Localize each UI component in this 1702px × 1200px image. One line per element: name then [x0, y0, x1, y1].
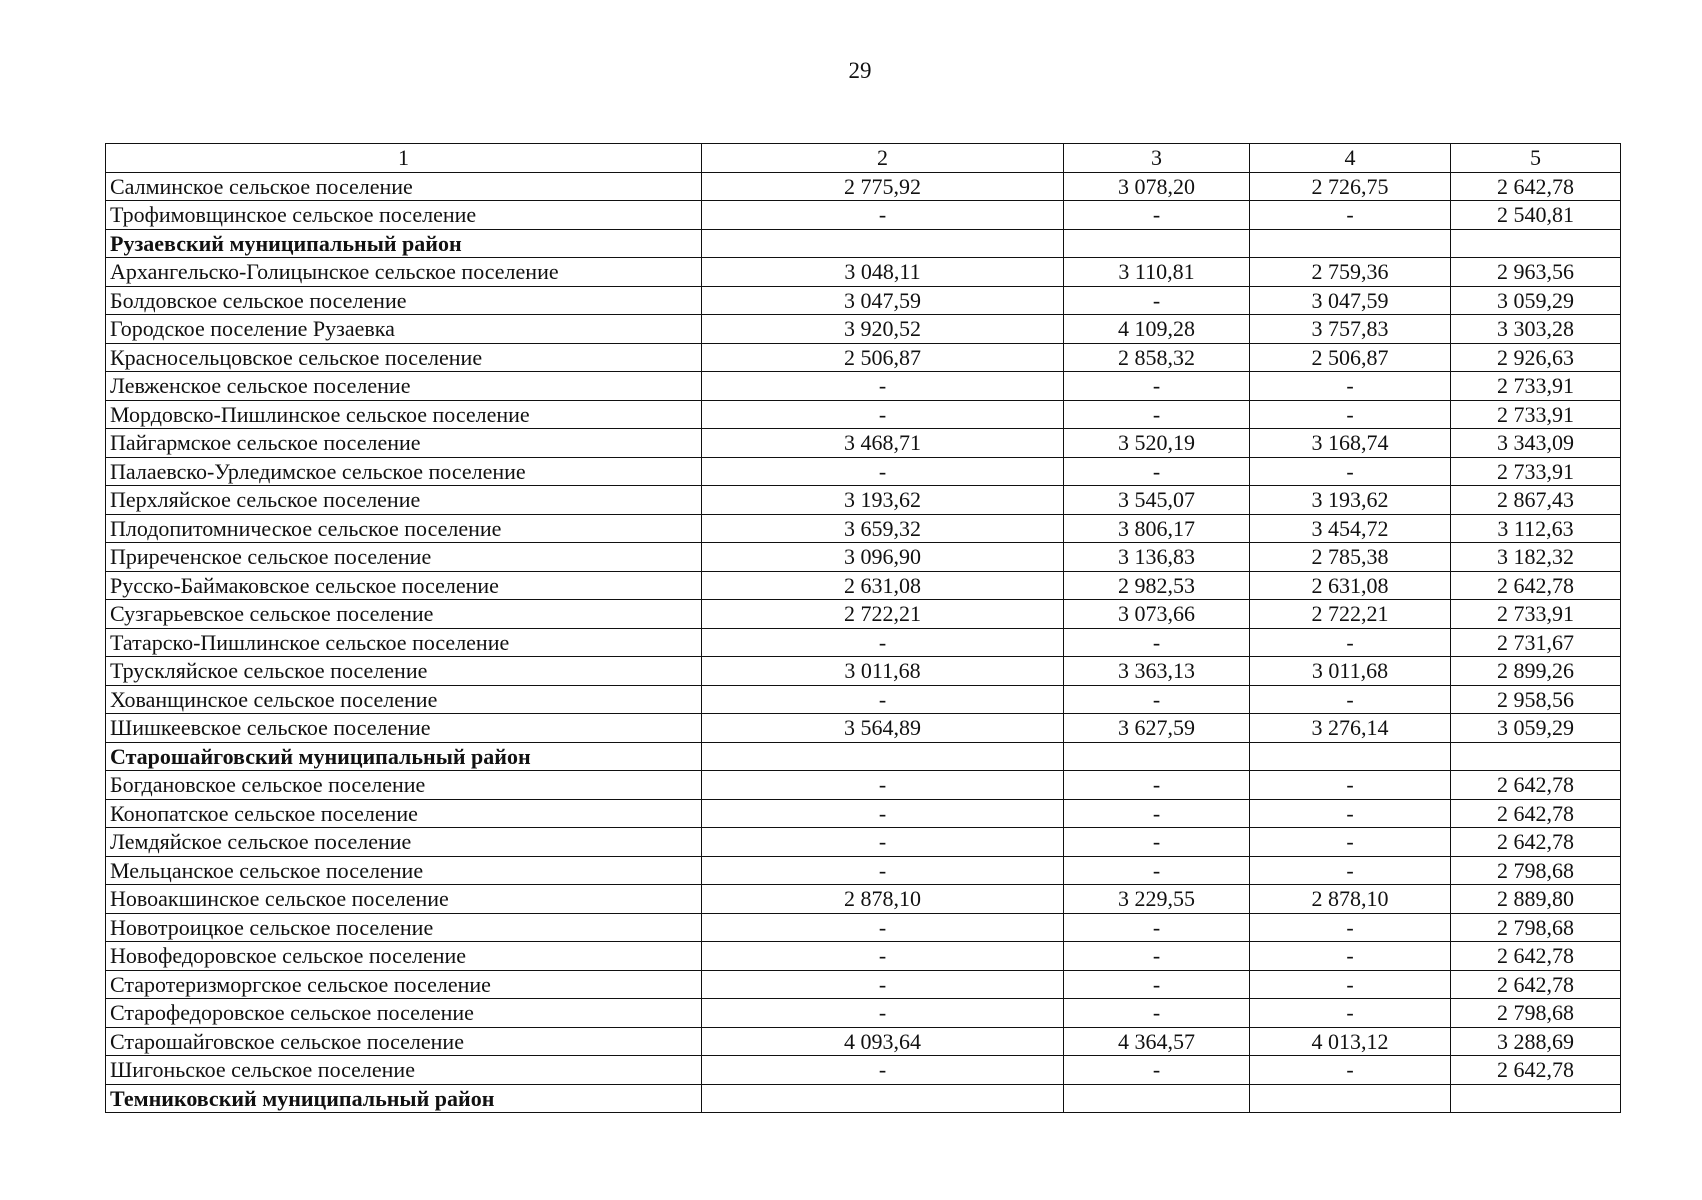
table-row: [106, 343, 1621, 372]
table-body: [106, 144, 1621, 1113]
table-row: [106, 771, 1621, 800]
value-cell-col3: 3 627,59: [1064, 714, 1250, 743]
value-cell-col4: 3 047,59: [1250, 286, 1451, 315]
value-cell-col3: -: [1064, 457, 1250, 486]
value-cell-col4: 2 878,10: [1250, 885, 1451, 914]
value-cell-col4: -: [1250, 942, 1451, 971]
settlement-name-cell: Новофедоровское сельское поселение: [106, 942, 702, 971]
table-row: [106, 201, 1621, 230]
table-row: [106, 1056, 1621, 1085]
settlement-name-cell: Трускляйское сельское поселение: [106, 657, 702, 686]
value-cell-col5: 3 343,09: [1451, 429, 1621, 458]
value-cell-col2: 2 631,08: [702, 571, 1064, 600]
value-cell-col3: -: [1064, 201, 1250, 230]
table-row: [106, 172, 1621, 201]
value-cell-col4: [1250, 742, 1451, 771]
value-cell-col4: -: [1250, 201, 1451, 230]
value-cell-col4: 2 631,08: [1250, 571, 1451, 600]
value-cell-col4: -: [1250, 457, 1451, 486]
settlement-name-cell: Русско-Баймаковское сельское поселение: [106, 571, 702, 600]
value-cell-col4: -: [1250, 685, 1451, 714]
value-cell-col4: -: [1250, 999, 1451, 1028]
value-cell-col2: -: [702, 400, 1064, 429]
table-row: [106, 543, 1621, 572]
value-cell-col2: -: [702, 828, 1064, 857]
table-row: [106, 429, 1621, 458]
value-cell-col3: -: [1064, 799, 1250, 828]
value-cell-col5: 2 642,78: [1451, 942, 1621, 971]
settlement-name-cell: Приреченское сельское поселение: [106, 543, 702, 572]
value-cell-col5: 2 642,78: [1451, 799, 1621, 828]
header-cell: 5: [1451, 144, 1621, 173]
value-cell-col5: 2 889,80: [1451, 885, 1621, 914]
table-row: [106, 372, 1621, 401]
value-cell-col4: 2 722,21: [1250, 600, 1451, 629]
value-cell-col5: 2 798,68: [1451, 999, 1621, 1028]
value-cell-col2: -: [702, 457, 1064, 486]
value-cell-col5: 2 733,91: [1451, 400, 1621, 429]
value-cell-col3: -: [1064, 771, 1250, 800]
value-cell-col3: -: [1064, 828, 1250, 857]
value-cell-col3: [1064, 229, 1250, 258]
settlement-name-cell: Татарско-Пишлинское сельское поселение: [106, 628, 702, 657]
value-cell-col2: -: [702, 771, 1064, 800]
value-cell-col4: [1250, 1084, 1451, 1113]
value-cell-col3: 3 520,19: [1064, 429, 1250, 458]
district-name-cell: Рузаевский муниципальный район: [106, 229, 702, 258]
table-row: [106, 628, 1621, 657]
value-cell-col4: -: [1250, 799, 1451, 828]
value-cell-col4: 2 506,87: [1250, 343, 1451, 372]
value-cell-col3: 3 078,20: [1064, 172, 1250, 201]
value-cell-col5: 2 642,78: [1451, 172, 1621, 201]
value-cell-col2: 2 775,92: [702, 172, 1064, 201]
settlement-name-cell: Мордовско-Пишлинское сельское поселение: [106, 400, 702, 429]
value-cell-col4: 3 276,14: [1250, 714, 1451, 743]
value-cell-col4: -: [1250, 372, 1451, 401]
district-header-row: [106, 1084, 1621, 1113]
value-cell-col3: -: [1064, 856, 1250, 885]
settlement-name-cell: Шишкеевское сельское поселение: [106, 714, 702, 743]
value-cell-col3: 2 858,32: [1064, 343, 1250, 372]
settlement-name-cell: Перхляйское сельское поселение: [106, 486, 702, 515]
table-row: [106, 657, 1621, 686]
value-cell-col4: 3 454,72: [1250, 514, 1451, 543]
table-row: [106, 315, 1621, 344]
value-cell-col4: -: [1250, 913, 1451, 942]
value-cell-col3: [1064, 1084, 1250, 1113]
settlement-name-cell: Старошайговское сельское поселение: [106, 1027, 702, 1056]
value-cell-col3: -: [1064, 913, 1250, 942]
value-cell-col2: 2 506,87: [702, 343, 1064, 372]
settlement-name-cell: Пайгармское сельское поселение: [106, 429, 702, 458]
value-cell-col5: [1451, 742, 1621, 771]
value-cell-col3: -: [1064, 286, 1250, 315]
settlement-name-cell: Трофимовщинское сельское поселение: [106, 201, 702, 230]
value-cell-col5: 2 926,63: [1451, 343, 1621, 372]
value-cell-col4: 2 726,75: [1250, 172, 1451, 201]
value-cell-col4: -: [1250, 1056, 1451, 1085]
table-row: [106, 286, 1621, 315]
value-cell-col3: 4 364,57: [1064, 1027, 1250, 1056]
table-row: [106, 999, 1621, 1028]
header-cell: 3: [1064, 144, 1250, 173]
settlement-name-cell: Лемдяйское сельское поселение: [106, 828, 702, 857]
value-cell-col4: -: [1250, 400, 1451, 429]
table-row: [106, 457, 1621, 486]
value-cell-col5: 2 642,78: [1451, 1056, 1621, 1085]
value-cell-col2: 3 920,52: [702, 315, 1064, 344]
value-cell-col4: 3 757,83: [1250, 315, 1451, 344]
district-name-cell: Темниковский муниципальный район: [106, 1084, 702, 1113]
value-cell-col3: 3 136,83: [1064, 543, 1250, 572]
value-cell-col5: 3 059,29: [1451, 714, 1621, 743]
value-cell-col2: 3 468,71: [702, 429, 1064, 458]
settlement-name-cell: Архангельско-Голицынское сельское поселение: [106, 258, 702, 287]
value-cell-col5: 3 303,28: [1451, 315, 1621, 344]
value-cell-col5: 2 642,78: [1451, 970, 1621, 999]
header-cell: 2: [702, 144, 1064, 173]
table-row: [106, 514, 1621, 543]
value-cell-col4: 3 168,74: [1250, 429, 1451, 458]
header-cell: 4: [1250, 144, 1451, 173]
settlement-name-cell: Левженское сельское поселение: [106, 372, 702, 401]
value-cell-col2: -: [702, 685, 1064, 714]
settlement-name-cell: Городское поселение Рузаевка: [106, 315, 702, 344]
page-number: 29: [848, 58, 872, 83]
header-cell: 1: [106, 144, 702, 173]
value-cell-col4: -: [1250, 628, 1451, 657]
value-cell-col5: 2 963,56: [1451, 258, 1621, 287]
value-cell-col5: 2 733,91: [1451, 457, 1621, 486]
value-cell-col2: -: [702, 1056, 1064, 1085]
table-row: [106, 685, 1621, 714]
value-cell-col5: 2 642,78: [1451, 771, 1621, 800]
value-cell-col4: 3 193,62: [1250, 486, 1451, 515]
value-cell-col2: [702, 742, 1064, 771]
value-cell-col5: 2 867,43: [1451, 486, 1621, 515]
data-table: [105, 143, 1621, 1113]
value-cell-col3: -: [1064, 400, 1250, 429]
table-row: [106, 942, 1621, 971]
value-cell-col5: 2 899,26: [1451, 657, 1621, 686]
value-cell-col5: 2 733,91: [1451, 372, 1621, 401]
table-row: [106, 400, 1621, 429]
value-cell-col2: -: [702, 372, 1064, 401]
value-cell-col5: 3 112,63: [1451, 514, 1621, 543]
value-cell-col4: 2 785,38: [1250, 543, 1451, 572]
table-row: [106, 828, 1621, 857]
value-cell-col2: 3 193,62: [702, 486, 1064, 515]
value-cell-col4: -: [1250, 828, 1451, 857]
table-row: [106, 799, 1621, 828]
value-cell-col5: 3 288,69: [1451, 1027, 1621, 1056]
district-header-row: [106, 229, 1621, 258]
value-cell-col3: -: [1064, 942, 1250, 971]
table-row: [106, 1027, 1621, 1056]
value-cell-col3: -: [1064, 970, 1250, 999]
value-cell-col4: [1250, 229, 1451, 258]
table-row: [106, 571, 1621, 600]
value-cell-col3: 3 229,55: [1064, 885, 1250, 914]
value-cell-col3: -: [1064, 1056, 1250, 1085]
value-cell-col4: -: [1250, 856, 1451, 885]
value-cell-col2: -: [702, 999, 1064, 1028]
table-row: [106, 258, 1621, 287]
settlement-name-cell: Болдовское сельское поселение: [106, 286, 702, 315]
table-row: [106, 714, 1621, 743]
value-cell-col5: 2 733,91: [1451, 600, 1621, 629]
value-cell-col2: -: [702, 913, 1064, 942]
table-row: [106, 856, 1621, 885]
value-cell-col2: -: [702, 201, 1064, 230]
value-cell-col3: -: [1064, 685, 1250, 714]
value-cell-col5: [1451, 229, 1621, 258]
value-cell-col5: 2 798,68: [1451, 856, 1621, 885]
value-cell-col3: [1064, 742, 1250, 771]
settlement-name-cell: Сузгарьевское сельское поселение: [106, 600, 702, 629]
table-row: [106, 600, 1621, 629]
settlement-name-cell: Новотроицкое сельское поселение: [106, 913, 702, 942]
table-header-row: [106, 144, 1621, 173]
value-cell-col5: 2 958,56: [1451, 685, 1621, 714]
value-cell-col2: 3 011,68: [702, 657, 1064, 686]
value-cell-col5: 2 798,68: [1451, 913, 1621, 942]
table-row: [106, 885, 1621, 914]
value-cell-col5: 3 182,32: [1451, 543, 1621, 572]
district-header-row: [106, 742, 1621, 771]
value-cell-col2: -: [702, 628, 1064, 657]
settlement-name-cell: Плодопитомническое сельское поселение: [106, 514, 702, 543]
district-name-cell: Старошайговский муниципальный район: [106, 742, 702, 771]
value-cell-col3: -: [1064, 999, 1250, 1028]
value-cell-col5: 2 540,81: [1451, 201, 1621, 230]
value-cell-col3: 3 806,17: [1064, 514, 1250, 543]
value-cell-col2: 3 659,32: [702, 514, 1064, 543]
value-cell-col4: 3 011,68: [1250, 657, 1451, 686]
value-cell-col2: -: [702, 856, 1064, 885]
value-cell-col3: 3 363,13: [1064, 657, 1250, 686]
value-cell-col2: 3 047,59: [702, 286, 1064, 315]
settlement-name-cell: Конопатское сельское поселение: [106, 799, 702, 828]
value-cell-col4: 4 013,12: [1250, 1027, 1451, 1056]
value-cell-col2: 2 722,21: [702, 600, 1064, 629]
table-row: [106, 913, 1621, 942]
value-cell-col2: [702, 1084, 1064, 1113]
settlement-name-cell: Мельцанское сельское поселение: [106, 856, 702, 885]
value-cell-col3: 2 982,53: [1064, 571, 1250, 600]
value-cell-col2: 3 564,89: [702, 714, 1064, 743]
value-cell-col4: -: [1250, 771, 1451, 800]
value-cell-col5: 2 642,78: [1451, 571, 1621, 600]
value-cell-col4: 2 759,36: [1250, 258, 1451, 287]
value-cell-col2: -: [702, 799, 1064, 828]
settlement-name-cell: Хованщинское сельское поселение: [106, 685, 702, 714]
value-cell-col2: 4 093,64: [702, 1027, 1064, 1056]
value-cell-col4: -: [1250, 970, 1451, 999]
settlement-name-cell: Палаевско-Урледимское сельское поселение: [106, 457, 702, 486]
value-cell-col5: 3 059,29: [1451, 286, 1621, 315]
value-cell-col5: 2 642,78: [1451, 828, 1621, 857]
value-cell-col2: [702, 229, 1064, 258]
value-cell-col3: -: [1064, 372, 1250, 401]
value-cell-col3: 3 073,66: [1064, 600, 1250, 629]
value-cell-col3: -: [1064, 628, 1250, 657]
settlement-name-cell: Красносельцовское сельское поселение: [106, 343, 702, 372]
value-cell-col3: 3 110,81: [1064, 258, 1250, 287]
settlement-name-cell: Старофедоровское сельское поселение: [106, 999, 702, 1028]
settlement-name-cell: Новоакшинское сельское поселение: [106, 885, 702, 914]
settlement-name-cell: Шигоньское сельское поселение: [106, 1056, 702, 1085]
table-row: [106, 486, 1621, 515]
value-cell-col5: 2 731,67: [1451, 628, 1621, 657]
value-cell-col2: -: [702, 970, 1064, 999]
table-row: [106, 970, 1621, 999]
value-cell-col2: 3 096,90: [702, 543, 1064, 572]
settlement-name-cell: Старотеризморгское сельское поселение: [106, 970, 702, 999]
settlement-name-cell: Салминское сельское поселение: [106, 172, 702, 201]
value-cell-col3: 4 109,28: [1064, 315, 1250, 344]
value-cell-col2: 2 878,10: [702, 885, 1064, 914]
value-cell-col5: [1451, 1084, 1621, 1113]
settlement-name-cell: Богдановское сельское поселение: [106, 771, 702, 800]
value-cell-col2: -: [702, 942, 1064, 971]
value-cell-col3: 3 545,07: [1064, 486, 1250, 515]
value-cell-col2: 3 048,11: [702, 258, 1064, 287]
